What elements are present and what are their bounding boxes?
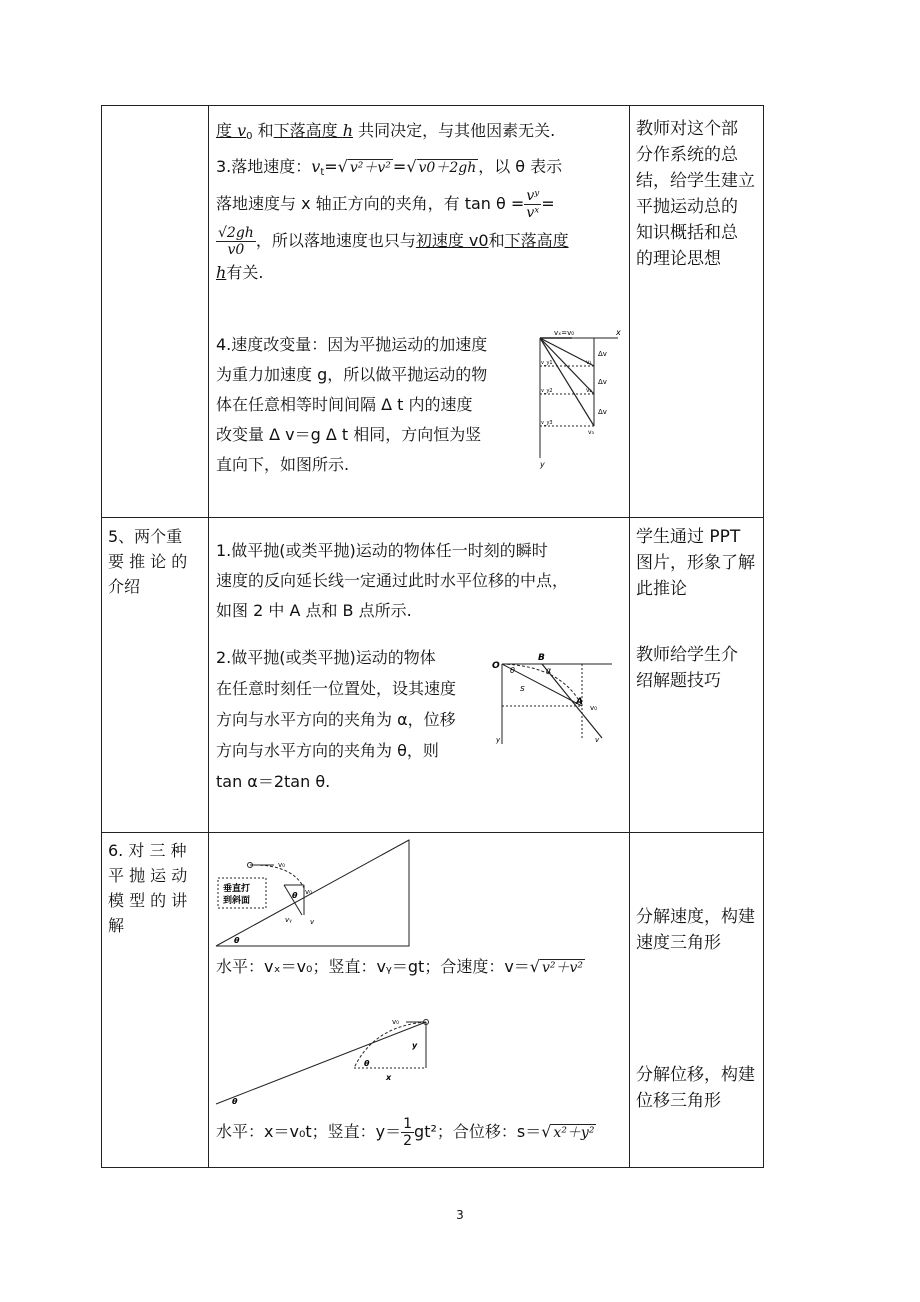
theta-label: θ: [510, 666, 515, 675]
row-divider: [102, 517, 763, 518]
col-divider: [208, 106, 209, 1167]
alpha-label: α: [546, 666, 552, 675]
y-label: y: [496, 736, 501, 744]
v2-label: v₂: [586, 387, 592, 394]
v3-label: v₃: [588, 429, 594, 436]
vy1-label: v_y1: [541, 360, 553, 366]
row6-topic: 6. 对 三 种 平 抛 运 动 模 型 的 讲 解: [108, 841, 188, 935]
col-divider: [629, 106, 630, 1167]
vx-label: v₀: [305, 888, 312, 896]
inference-figure: [492, 646, 617, 746]
x-axis-label: x: [616, 328, 621, 337]
row6-notes: 分解速度，构建 速度三角形 分解位移，构建 位移三角形: [636, 907, 755, 1111]
s-label: s: [520, 684, 525, 694]
v-label: v: [595, 736, 600, 744]
v1-label: v₁: [586, 359, 592, 366]
v0-label: v₀: [278, 861, 285, 869]
point-o-label: O: [492, 661, 500, 671]
point-b-label: B: [538, 653, 545, 663]
x-label: x: [386, 1073, 392, 1082]
case-label: 垂直打: [223, 884, 251, 894]
lesson-table: [101, 105, 764, 1168]
page-number: 3: [456, 1208, 464, 1222]
v0-label: v₀: [590, 704, 597, 712]
point-a-label: A: [576, 697, 583, 707]
theta-label: θ: [292, 891, 298, 900]
theta-label: θ: [234, 936, 240, 945]
vx-label: vₓ=v₀: [554, 329, 575, 337]
row6-eq2: 水平：x＝v₀t；竖直：y＝ $\frac{1}{2}$ gt²；合位移：s＝√ x²＋y²: [216, 1116, 595, 1149]
delta-v-label: Δv: [598, 378, 607, 386]
case-label: 到斜面: [223, 896, 251, 906]
row-divider: [102, 832, 763, 833]
velocity-incline-figure: [214, 838, 414, 950]
delta-v-label: Δv: [598, 408, 607, 416]
y-axis-label: y: [540, 460, 545, 469]
v-label: v: [310, 918, 315, 926]
y-label: y: [412, 1041, 418, 1050]
row5-topic: 5、两个重 要 推 论 的 介绍: [108, 527, 188, 596]
row4-notes: 教师对这个部 分作系统的总 结，给学生建立 平抛运动总的 知识概括和总 的理论思想: [636, 119, 755, 269]
v0-label: v₀: [392, 1018, 399, 1026]
row4-para4: 4.速度改变量：因为平抛运动的加速度 为重力加速度 g，所以做平抛运动的物 体在任意相等时间间隔 Δ t 内的速度 改变量 Δ v＝g Δ t 相同，方向恒为竖 直向下，如图所示.: [216, 335, 488, 474]
theta-label: θ: [364, 1059, 370, 1068]
vy3-label: v_y3: [541, 420, 553, 426]
row5-content: 1.做平抛(或类平抛)运动的物体任一时刻的瞬时 速度的反向延长线一定通过此时水平位移的中点， 如图 2 中 A 点和 B 点所示.: [216, 541, 569, 620]
row5-para2: 2.做平抛(或类平抛)运动的物体 在任意时刻任一位置处，设其速度 方向与水平方向的夹角为 α，位移 方向与水平方向的夹角为 θ，则 tan α＝2tan θ.: [216, 648, 457, 791]
velocity-change-figure: [532, 326, 632, 471]
row5-notes: 学生通过 PPT 图片，形象了解 此推论 教师给学生介 绍解题技巧: [636, 527, 755, 691]
delta-v-label: Δv: [598, 350, 607, 358]
vy-label: vᵧ: [285, 916, 292, 924]
displacement-incline-figure: [214, 1018, 434, 1108]
vy2-label: v_y2: [541, 388, 553, 394]
row4-content: 度 $v_0$ 和下落高度 h 共同决定，与其他因素无关. 3.落地速度：$v_t=√$ v²＋v² =√ v0＋2gh ，以 θ 表示 落地速度与 x 轴正方向的夹角，有 tan θ = $\frac{\text{vʸ}}{\text{vˣ}}$ = $\frac{√2gh}{v0}$ ，所以落地速度也只与初速度 v0和下落高度 h有关.: [216, 121, 569, 282]
theta-label: θ: [232, 1097, 238, 1106]
row6-eq1: 水平：vₓ＝v₀；竖直：vᵧ＝gt；合速度：v＝√ v²＋v²: [216, 957, 584, 976]
